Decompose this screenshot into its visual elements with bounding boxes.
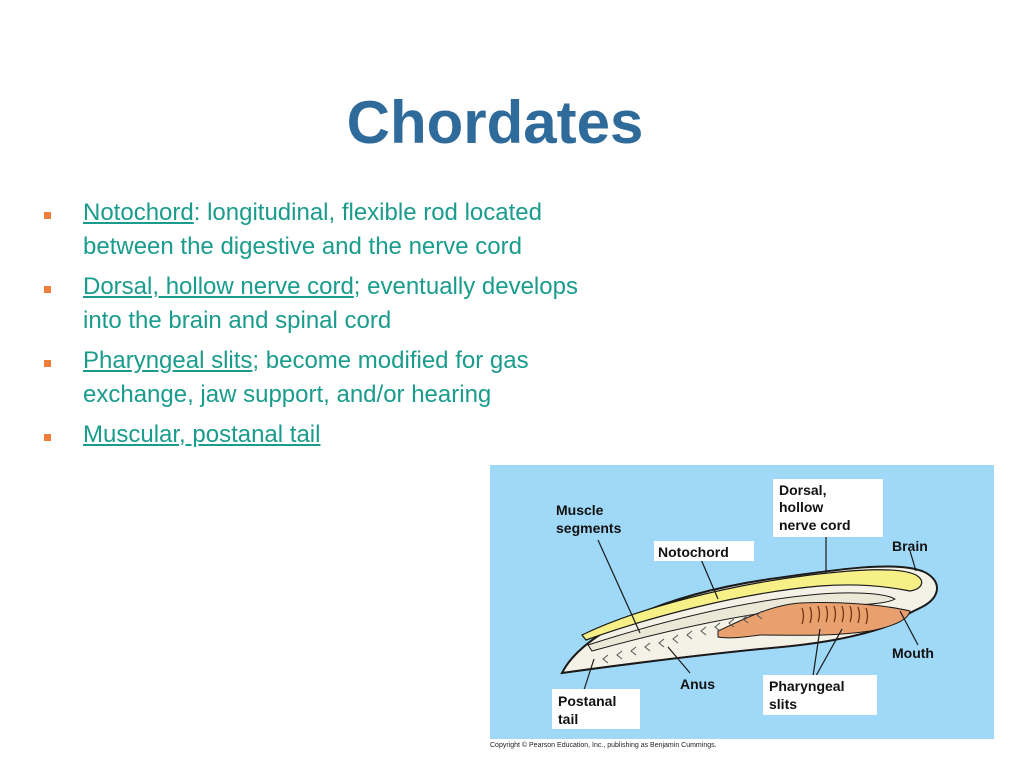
bullet-square-icon	[44, 434, 51, 441]
bullet-item-pharyngeal-slits	[44, 344, 584, 412]
bullet-term: Pharyngeal slits	[83, 347, 253, 374]
label-dorsal-line2: hollow	[779, 499, 824, 515]
bullet-list	[44, 196, 584, 458]
label-dorsal-line1: Dorsal,	[779, 482, 827, 498]
chordate-diagram	[490, 465, 994, 739]
label-brain: Brain	[892, 538, 928, 554]
label-pharyngeal-line2: slits	[769, 696, 798, 712]
label-muscle-segments-line1: Muscle	[556, 502, 604, 518]
bullet-square-icon	[44, 212, 51, 219]
bullet-item-postanal-tail	[44, 418, 584, 452]
bullet-item-notochord	[44, 196, 584, 264]
bullet-text: : longitudinal, flexible rod located between the digestive and the nerve cord	[83, 199, 542, 260]
bullet-text: ; become modified for gas exchange, jaw support, and/or hearing	[83, 347, 529, 408]
bullet-item-nerve-cord	[44, 270, 584, 338]
label-postanal-line2: tail	[558, 711, 579, 727]
label-postanal-line1: Postanal	[558, 693, 617, 709]
label-notochord: Notochord	[658, 544, 729, 560]
bullet-term: Notochord	[83, 199, 194, 226]
label-mouth: Mouth	[892, 645, 934, 661]
label-dorsal-line3: nerve cord	[779, 517, 851, 533]
bullet-text: ; eventually develops into the brain and spinal cord	[83, 273, 578, 334]
bullet-term: Dorsal, hollow nerve cord	[83, 273, 354, 300]
bullet-square-icon	[44, 360, 51, 367]
copyright-notice: Copyright © Pearson Education, Inc., publishing as Benjamin Cummings.	[490, 742, 717, 749]
label-anus: Anus	[680, 676, 715, 692]
label-pharyngeal-line1: Pharyngeal	[769, 678, 845, 694]
chordate-diagram-svg	[490, 465, 994, 739]
label-muscle-segments-line2: segments	[556, 520, 622, 536]
bullet-square-icon	[44, 286, 51, 293]
bullet-term: Muscular, postanal tail	[83, 421, 321, 448]
slide-title: Chordates	[346, 89, 644, 156]
